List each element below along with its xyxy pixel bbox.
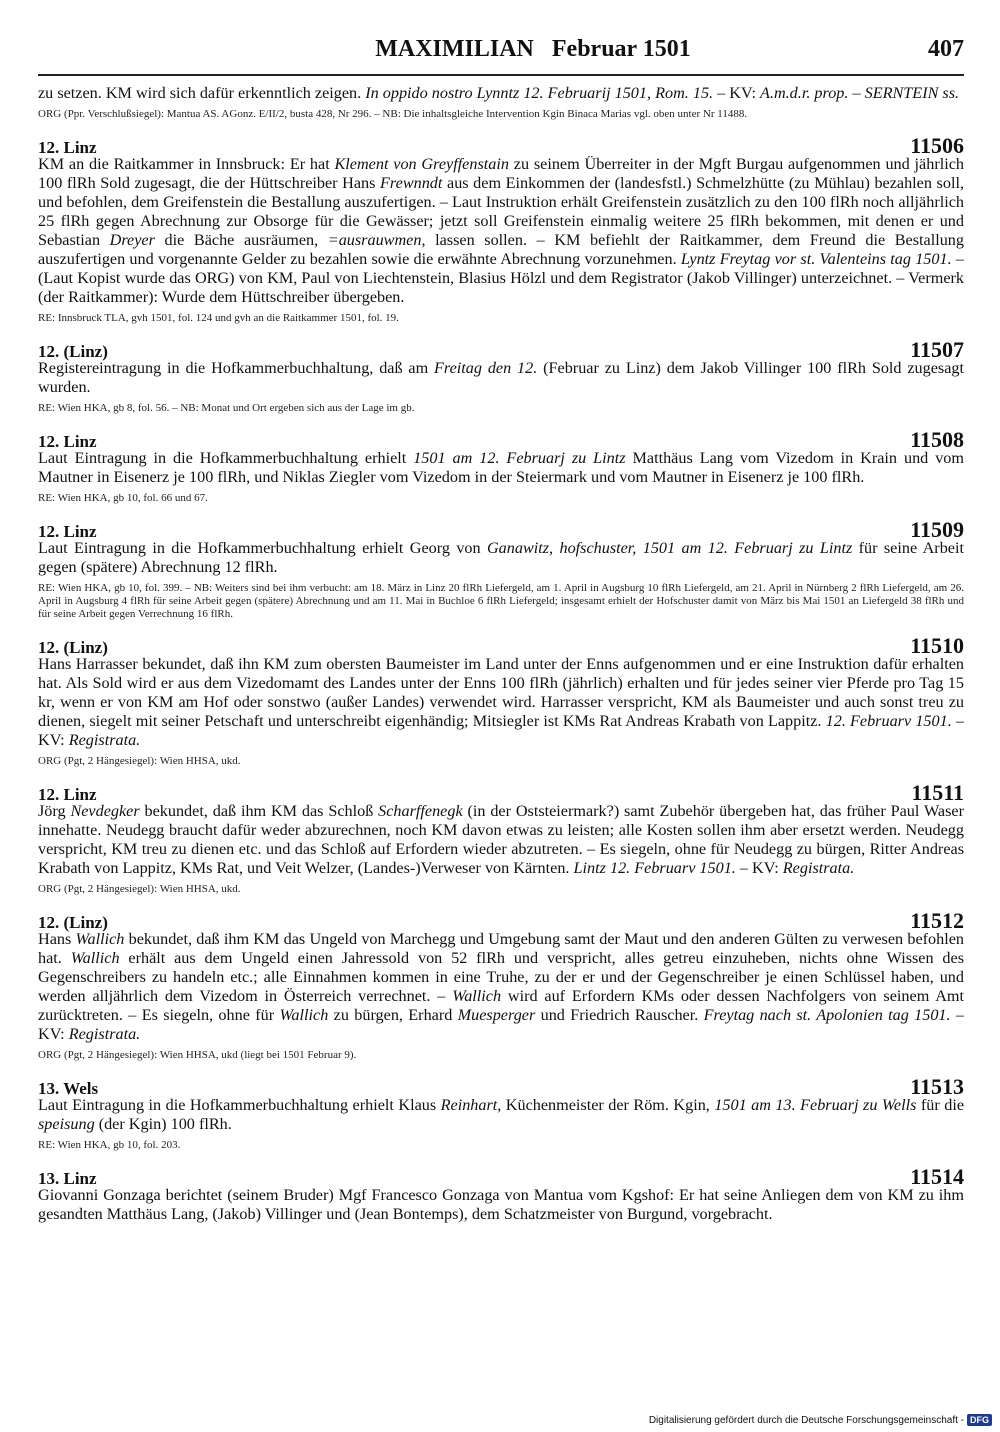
entry-number: 11512: [910, 908, 964, 933]
entry-text: Laut Eintragung in die Hofkammerbuchhaltung erhielt 1501 am 12. Februarj zu Lintz Matthäus Lang vom Vizedom in Krain und vom Mautner in Eisenerz je 100 flRh, und Niklas Ziegler vom Vizedom in der Steiermark und vom Mautner in Eisenerz je 100 flRh.: [38, 449, 964, 486]
entry-number: 11510: [910, 633, 964, 658]
entry-date: 12. (Linz): [38, 342, 108, 361]
entry-date: 12. (Linz): [38, 638, 108, 657]
entry-11506: [38, 133, 964, 325]
entry-11507: [38, 337, 964, 415]
entry-11513: [38, 1074, 964, 1152]
footer-text: Digitalisierung gefördert durch die Deutsche Forschungsgemeinschaft -: [648, 1414, 964, 1426]
entry-11510: [38, 633, 964, 768]
entry-note: RE: Wien HKA, gb 10, fol. 66 und 67.: [38, 492, 208, 504]
entry-text: Giovanni Gonzaga berichtet (seinem Bruder) Mgf Francesco Gonzaga von Mantua vom Kgshof: Er hat seine Anliegen dem von KM zu ihm gesandten Matthäus Lang, (Jakob) Villinger und (Jean Bontemps), dem Schatzmeister von Burgund, vorgebracht.: [38, 1186, 964, 1223]
entry-11511: [38, 780, 964, 896]
entry-text: Hans Harrasser bekundet, daß ihn KM zum obersten Baumeister im Land unter der Enns aufgenommen und er eine Instruktion dafür erhalten hat. Als Sold wird er aus dem Vizedomamt des Landes unter der Enns 100 flRh (jährlich) erhalten und für jedes seiner vier Pferde pro Tag 15 kr, wenn er von KM am Hof oder sonstwo (außer Landes) verwendet wird. Harrasser verspricht, KM als Baumeister und auch sonst treu zu dienen, siegelt mit seiner Petschaft und unterschreibt eigenhändig; Mitsiegler ist KMs Rat Andreas Krabath von Lappitz. 12. Februarv 1501. – KV: Registrata.: [38, 655, 965, 749]
dfg-logo-icon: DFG: [967, 1414, 992, 1426]
entry-11509: [38, 517, 964, 621]
entry-number: 11506: [910, 133, 964, 158]
entry-note: RE: Wien HKA, gb 8, fol. 56. – NB: Monat und Ort ergeben sich aus der Lage im gb.: [38, 402, 415, 414]
entry-11514: [38, 1164, 964, 1224]
entry-number: 11514: [910, 1164, 964, 1189]
entry-number: 11509: [910, 517, 964, 542]
entry-text: KM an die Raitkammer in Innsbruck: Er hat Klement von Greyffenstain zu seinem Überreiter in der Mgft Burgau aufgenommen und jährlich 100 flRh Sold zugesagt, die der Hüttschreiber Hans Frewnndt aus dem Einkommen der (landesfstl.) Schmelzhütte (zu Mühlau) bezahlen soll, und befohlen, dem Greifenstein die Bestallung auszufertigen. – Laut Instruktion erhält Greifenstein zusätzlich zu den 100 flRh noch alljährlich 25 flRh gegen Abrechnung zur Obsorge für die Gewässer; jetzt soll Greifenstein einmalig weitere 25 flRh bekommen, mit denen er und Sebastian Dreyer die Bäche ausräumen, =ausrauwmen, lassen sollen. – KM befiehlt der Raitkammer, dem Freund die Bestallung auszufertigen und vorgenannte Gelder zu bezahlen sowie die erwähnte Abrechnung vorzunehmen. Lyntz Freytag vor st. Valenteins tag 1501. – (Laut Kopist wurde das ORG) von KM, Paul von Liechtenstein, Blasius Hölzl und dem Registrator (Jakob Villinger) unterzeichnet. – Vermerk (der Raitkammer): Wurde dem Hüttschreiber übergeben.: [38, 155, 964, 306]
entry-date: 12. Linz: [38, 522, 97, 541]
entry-number: 11508: [910, 427, 964, 452]
entry-note: ORG (Pgt, 2 Hängesiegel): Wien HHSA, ukd.: [38, 755, 241, 767]
entry-number: 11511: [911, 780, 964, 805]
page-title: MAXIMILIAN Februar 1501: [375, 36, 691, 62]
footer-credit: [649, 1414, 992, 1426]
entry-date: 12. Linz: [38, 138, 97, 157]
entry-number: 11507: [910, 337, 964, 362]
entry-text: Jörg Nevdegker bekundet, daß ihm KM das Schloß Scharffenegk (in der Oststeiermark?) samt Zubehör übergeben hat, das früher Paul Waser innehatte. Neudegg braucht dafür weder abzurechnen, noch KM davon etwas zu leisten; alle Kosten sollen ihm aber ersetzt werden. Neudegg verspricht, KM treu zu dienen etc. und das Schloß auf Erfordern wieder abzutreten. – Es siegeln, ohne für Neudegg zu bürgen, Ritter Andreas Krabath von Lappitz, KMs Rat, und Veit Welzer, (Landes-)Verweser von Kärnten. Lintz 12. Februarv 1501. – KV: Registrata.: [38, 802, 964, 877]
entry-text: Laut Eintragung in die Hofkammerbuchhaltung erhielt Klaus Reinhart, Küchenmeister der Röm. Kgin, 1501 am 13. Februarj zu Wells für die speisung (der Kgin) 100 flRh.: [38, 1096, 965, 1133]
entry-date: 13. Wels: [38, 1079, 99, 1098]
entry-note: RE: Innsbruck TLA, gvh 1501, fol. 124 und gvh an die Raitkammer 1501, fol. 19.: [38, 312, 399, 324]
entry-note: RE: Wien HKA, gb 10, fol. 203.: [38, 1139, 181, 1151]
continuation-text: zu setzen. KM wird sich dafür erkenntlich zeigen. In oppido nostro Lynntz 12. Februarij 1501, Rom. 15. – KV: A.m.d.r. prop. – SERNTEIN ss.: [38, 84, 960, 102]
entry-note: ORG (Pgt, 2 Hängesiegel): Wien HHSA, ukd.: [38, 883, 241, 895]
entry-11512: [38, 908, 964, 1062]
entry-text: Hans Wallich bekundet, daß ihm KM das Ungeld von Marchegg und Umgebung samt der Maut und den anderen Gülten zu verwesen befohlen hat. Wallich erhält aus dem Ungeld einen Jahressold von 52 flRh und verspricht, alles getreu einzuheben, nichts ohne Wissen des Gegenschreibers zu handeln etc.; alle Einnahmen kommen in eine Truhe, zu der er und der Gegenschreiber je einen Schlüssel haben, und werden alljährlich dem Vizedom in Österreich verrechnet. – Wallich wird auf Erfordern KMs oder dessen Nachfolgers von seinem Amt zurücktreten. – Es siegeln, ohne für Wallich zu bürgen, Erhard Muesperger und Friedrich Rauscher. Freytag nach st. Apolonien tag 1501. – KV: Registrata.: [38, 930, 964, 1043]
entry-note: ORG (Pgt, 2 Hängesiegel): Wien HHSA, ukd (liegt bei 1501 Februar 9).: [38, 1049, 357, 1061]
entry-text: Laut Eintragung in die Hofkammerbuchhaltung erhielt Georg von Ganawitz, hofschuster, 1501 am 12. Februarj zu Lintz für seine Arbeit gegen (spätere) Abrechnung 12 flRh.: [38, 539, 964, 576]
continuation-note: ORG (Ppr. Verschlußsiegel): Mantua AS. AGonz. E/II/2, busta 428, Nr 296. – NB: Die inhaltsgleiche Intervention Kgin Binaca Marias vgl. oben unter Nr 11488.: [38, 108, 748, 120]
entry-text: Registereintragung in die Hofkammerbuchhaltung, daß am Freitag den 12. (Februar zu Linz) dem Jakob Villinger 100 flRh Sold zugesagt wurden.: [38, 359, 964, 396]
entry-date: 12. Linz: [38, 432, 97, 451]
entry-date: 12. (Linz): [38, 913, 108, 932]
header-rule: [38, 74, 964, 76]
page-number: 407: [928, 36, 964, 62]
document-page: [38, 36, 964, 1224]
entry-11508: [38, 427, 964, 505]
running-head: [38, 36, 964, 72]
entry-note: RE: Wien HKA, gb 10, fol. 399. – NB: Weiters sind bei ihm verbucht: am 18. März in Linz 20 flRh Liefergeld, am 1. April in Augsburg 10 flRh Liefergeld, am 21. April in Nürnberg 2 flRh Liefergeld, am 26. April in Augsburg 4 flRh für seine Arbeit gegen (spätere) Abrechnung und am 11. Mai in Buchloe 6 flRh Liefergeld; insgesamt erhielt der Hofschuster damit von März bis Mai 1501 an Liefergeld 38 flRh und für seine Arbeit gegen Verrechnung 16 flRh.: [38, 582, 964, 620]
entry-date: 12. Linz: [38, 785, 97, 804]
entry-date: 13. Linz: [38, 1169, 97, 1188]
entry-number: 11513: [910, 1074, 964, 1099]
